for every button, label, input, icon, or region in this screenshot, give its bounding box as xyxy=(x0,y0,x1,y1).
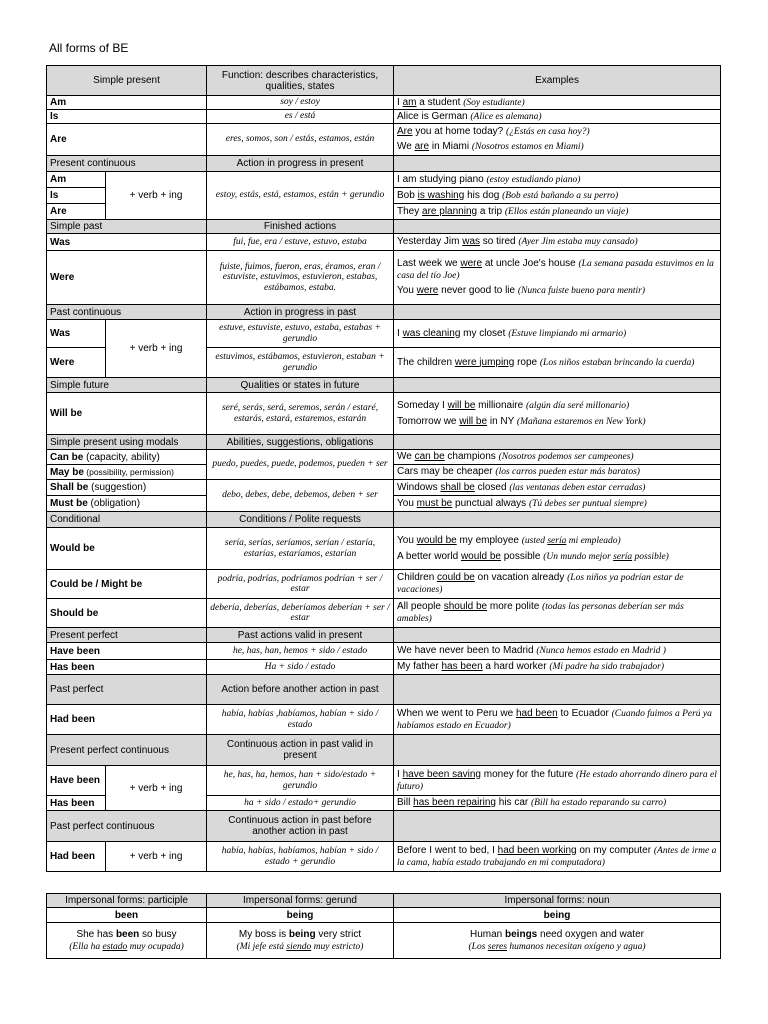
form-label: Am xyxy=(47,172,106,188)
example-sentence: All people should be more polite (todas las personas deberían ser más amables) xyxy=(394,599,721,628)
verb-ing-note: + verb + ing xyxy=(106,842,207,872)
table-row xyxy=(47,172,721,188)
spanish-translation: he, has, han, hemos + sido / estado xyxy=(207,643,394,660)
table-row xyxy=(47,705,721,735)
present-continuous-header-row xyxy=(47,156,721,172)
table-row xyxy=(47,599,721,628)
form-label: Could be / Might be xyxy=(47,570,207,599)
spanish-translation: seré, serás, será, seremos, serán / estaré, estarás, estará, estaremos, estarán xyxy=(207,393,394,435)
example-sentence: Yesterday Jim was so tired (Ayer Jim estaba muy cansado) xyxy=(394,234,721,251)
form-label: Had been xyxy=(47,842,106,872)
spanish-translation: había, habías, habíamos, habían + sido / estado + gerundio xyxy=(207,842,394,872)
verb-ing-note: + verb + ing xyxy=(106,172,207,220)
table-row xyxy=(47,124,721,156)
example-sentence: Before I went to bed, I had been working on my computer (Antes de irme a la cama, había estado trabajando en mi computadora) xyxy=(394,842,721,872)
table-row xyxy=(47,320,721,348)
example-sentence: Children could be on vacation already (Los niños ya podrían estar de vacaciones) xyxy=(394,570,721,599)
table-row xyxy=(47,251,721,305)
form-label: Is xyxy=(47,188,106,204)
spanish-translation: debería, deberías, deberíamos deberían + ser / estar xyxy=(207,599,394,628)
past-perfect-header-row xyxy=(47,675,721,705)
present-continuous-title: Present continuous xyxy=(47,156,207,172)
form-label: Were xyxy=(47,251,207,305)
example-sentence: I am a student (Soy estudiante) xyxy=(394,96,721,110)
past-perfect-title: Past perfect xyxy=(47,675,207,705)
table-row xyxy=(47,842,721,872)
form-label: Had been xyxy=(47,705,207,735)
tense-function: Abilities, suggestions, obligations xyxy=(207,435,394,450)
spanish-translation: fuiste, fuimos, fueron, eras, éramos, eran / estuviste, estuvimos, estuvieron, estabas, estábamos, estaba. xyxy=(207,251,394,305)
table-row xyxy=(47,660,721,675)
example-sentence: I was cleaning my closet (Estuve limpiando mi armario) xyxy=(394,320,721,348)
example-sentence: My father has been a hard worker (Mi padre ha sido trabajador) xyxy=(394,660,721,675)
table-row xyxy=(47,528,721,570)
noun-title: Impersonal forms: noun xyxy=(394,894,721,908)
example-sentence: You would be my employee (usted sería mi empleado) A better world would be possible (Un mundo mejor sería possible) xyxy=(394,528,721,570)
form-label: Were xyxy=(47,348,106,378)
form-label: Have been xyxy=(47,766,106,796)
example-sentence: Last week we were at uncle Joe's house (La semana pasada estuvimos en la casa del tío Joe) You were never good to lie (Nunca fuiste bueno para mentir) xyxy=(394,251,721,305)
present-perfect-continuous-title: Present perfect continuous xyxy=(47,735,207,766)
conditional-header-row xyxy=(47,512,721,528)
table-row xyxy=(47,480,721,496)
simple-past-header-row xyxy=(47,220,721,234)
modals-header-row xyxy=(47,435,721,450)
participle-word: been xyxy=(47,908,207,923)
impersonal-example-row xyxy=(47,923,721,959)
form-label: Is xyxy=(47,110,207,124)
verb-ing-note: + verb + ing xyxy=(106,766,207,811)
past-continuous-header-row xyxy=(47,305,721,320)
form-label: Must be (obligation) xyxy=(47,496,207,512)
table-row xyxy=(47,570,721,599)
table-row xyxy=(47,110,721,124)
simple-present-title: Simple present xyxy=(47,66,207,96)
example-sentence: Windows shall be closed (las ventanas deben estar cerradas) xyxy=(394,480,721,496)
simple-past-title: Simple past xyxy=(47,220,207,234)
form-label: Have been xyxy=(47,643,207,660)
form-label: Will be xyxy=(47,393,207,435)
present-perfect-title: Present perfect xyxy=(47,628,207,643)
spanish-translation: estuve, estuviste, estuvo, estaba, estabas + gerundio xyxy=(207,320,394,348)
example-sentence: I am studying piano (estoy estudiando piano) xyxy=(394,172,721,188)
spanish-translation: puedo, puedes, puede, podemos, pueden + ser xyxy=(207,450,394,480)
table-row xyxy=(47,450,721,465)
example-sentence: You must be punctual always (Tú debes ser puntual siempre) xyxy=(394,496,721,512)
form-label: Shall be (suggestion) xyxy=(47,480,207,496)
gerund-example: My boss is being very strict (Mi jefe está siendo muy estricto) xyxy=(207,923,394,959)
example-sentence: Bill has been repairing his car (Bill ha estado reparando su carro) xyxy=(394,796,721,811)
form-label: Can be (capacity, ability) xyxy=(47,450,207,465)
spanish-translation: debo, debes, debe, debemos, deben + ser xyxy=(207,480,394,512)
spanish-translation: estuvimos, estábamos, estuvieron, estaban + gerundio xyxy=(207,348,394,378)
form-label: Was xyxy=(47,234,207,251)
spanish-translation: eres, somos, son / estás, estamos, están xyxy=(207,124,394,156)
simple-present-header-row xyxy=(47,66,721,96)
noun-example: Human beings need oxygen and water (Los seres humanos necesitan oxígeno y agua) xyxy=(394,923,721,959)
gerund-title: Impersonal forms: gerund xyxy=(207,894,394,908)
verb-ing-note: + verb + ing xyxy=(106,320,207,378)
spanish-translation: había, habías ,habíamos, habían + sido / estado xyxy=(207,705,394,735)
forms-of-be-table xyxy=(46,65,721,872)
spanish-translation: fui, fue, era / estuve, estuvo, estaba xyxy=(207,234,394,251)
spanish-translation: ha + sido / estado+ gerundio xyxy=(207,796,394,811)
table-row xyxy=(47,234,721,251)
form-label: Has been xyxy=(47,660,207,675)
tense-function: Action in progress in past xyxy=(207,305,394,320)
function-column-header: Function: describes characteristics, qualities, states xyxy=(207,66,394,96)
conditional-title: Conditional xyxy=(47,512,207,528)
tense-function: Continuous action in past valid in present xyxy=(207,735,394,766)
example-sentence: We can be champions (Nosotros podemos ser campeones) xyxy=(394,450,721,465)
table-row xyxy=(47,393,721,435)
gerund-word: being xyxy=(207,908,394,923)
form-label: Am xyxy=(47,96,207,110)
example-sentence: Are you at home today? (¿Estás en casa hoy?) We are in Miami (Nosotros estamos en Miami) xyxy=(394,124,721,156)
form-label: Would be xyxy=(47,528,207,570)
example-sentence: Someday I will be millionaire (algún día seré millonario) Tomorrow we will be in NY (Mañana estaremos en New York) xyxy=(394,393,721,435)
spanish-translation: soy / estoy xyxy=(207,96,394,110)
example-sentence: Alice is German (Alice es alemana) xyxy=(394,110,721,124)
spanish-translation: Ha + sido / estado xyxy=(207,660,394,675)
tense-function: Qualities or states in future xyxy=(207,378,394,393)
document-title: All forms of BE xyxy=(49,41,129,55)
table-row xyxy=(47,96,721,110)
example-sentence: They are planning a trip (Ellos están planeando un viaje) xyxy=(394,204,721,220)
table-row xyxy=(47,766,721,796)
spanish-translation: estoy, estás, está, estamos, están + gerundio xyxy=(207,172,394,220)
noun-word: being xyxy=(394,908,721,923)
spanish-translation: es / está xyxy=(207,110,394,124)
participle-title: Impersonal forms: participle xyxy=(47,894,207,908)
tense-function: Past actions valid in present xyxy=(207,628,394,643)
spanish-translation: podría, podrías, podríamos podrían + ser / estar xyxy=(207,570,394,599)
tense-function: Finished actions xyxy=(207,220,394,234)
impersonal-word-row xyxy=(47,908,721,923)
table-row xyxy=(47,643,721,660)
example-sentence: I have been saving money for the future (He estado ahorrando dinero para el futuro) xyxy=(394,766,721,796)
past-perfect-continuous-header-row xyxy=(47,811,721,842)
examples-column-header: Examples xyxy=(394,66,721,96)
tense-function: Action in progress in present xyxy=(207,156,394,172)
form-label: Are xyxy=(47,124,207,156)
form-label: Was xyxy=(47,320,106,348)
spanish-translation: sería, serías, seríamos, serían / estaría, estarías, estaríamos, estarían xyxy=(207,528,394,570)
impersonal-forms-table xyxy=(46,893,721,959)
impersonal-header-row xyxy=(47,894,721,908)
form-label: Are xyxy=(47,204,106,220)
example-sentence: Bob is washing his dog (Bob está bañando a su perro) xyxy=(394,188,721,204)
spanish-translation: he, has, ha, hemos, han + sido/estado + gerundio xyxy=(207,766,394,796)
present-perfect-continuous-header-row xyxy=(47,735,721,766)
example-sentence: The children were jumping rope (Los niños estaban brincando la cuerda) xyxy=(394,348,721,378)
present-perfect-header-row xyxy=(47,628,721,643)
form-label: Should be xyxy=(47,599,207,628)
simple-future-title: Simple future xyxy=(47,378,207,393)
form-label: May be (possibility, permission) xyxy=(47,465,207,480)
example-sentence: We have never been to Madrid (Nunca hemos estado en Madrid ) xyxy=(394,643,721,660)
modals-title: Simple present using modals xyxy=(47,435,207,450)
example-sentence: Cars may be cheaper (los carros pueden estar más baratos) xyxy=(394,465,721,480)
tense-function: Action before another action in past xyxy=(207,675,394,705)
simple-future-header-row xyxy=(47,378,721,393)
past-continuous-title: Past continuous xyxy=(47,305,207,320)
participle-example: She has been so busy (Ella ha estado muy ocupada) xyxy=(47,923,207,959)
tense-function: Conditions / Polite requests xyxy=(207,512,394,528)
tense-function: Continuous action in past before another action in past xyxy=(207,811,394,842)
form-label: Has been xyxy=(47,796,106,811)
past-perfect-continuous-title: Past perfect continuous xyxy=(47,811,207,842)
example-sentence: When we went to Peru we had been to Ecuador (Cuando fuimos a Perú ya habíamos estado en Ecuador) xyxy=(394,705,721,735)
